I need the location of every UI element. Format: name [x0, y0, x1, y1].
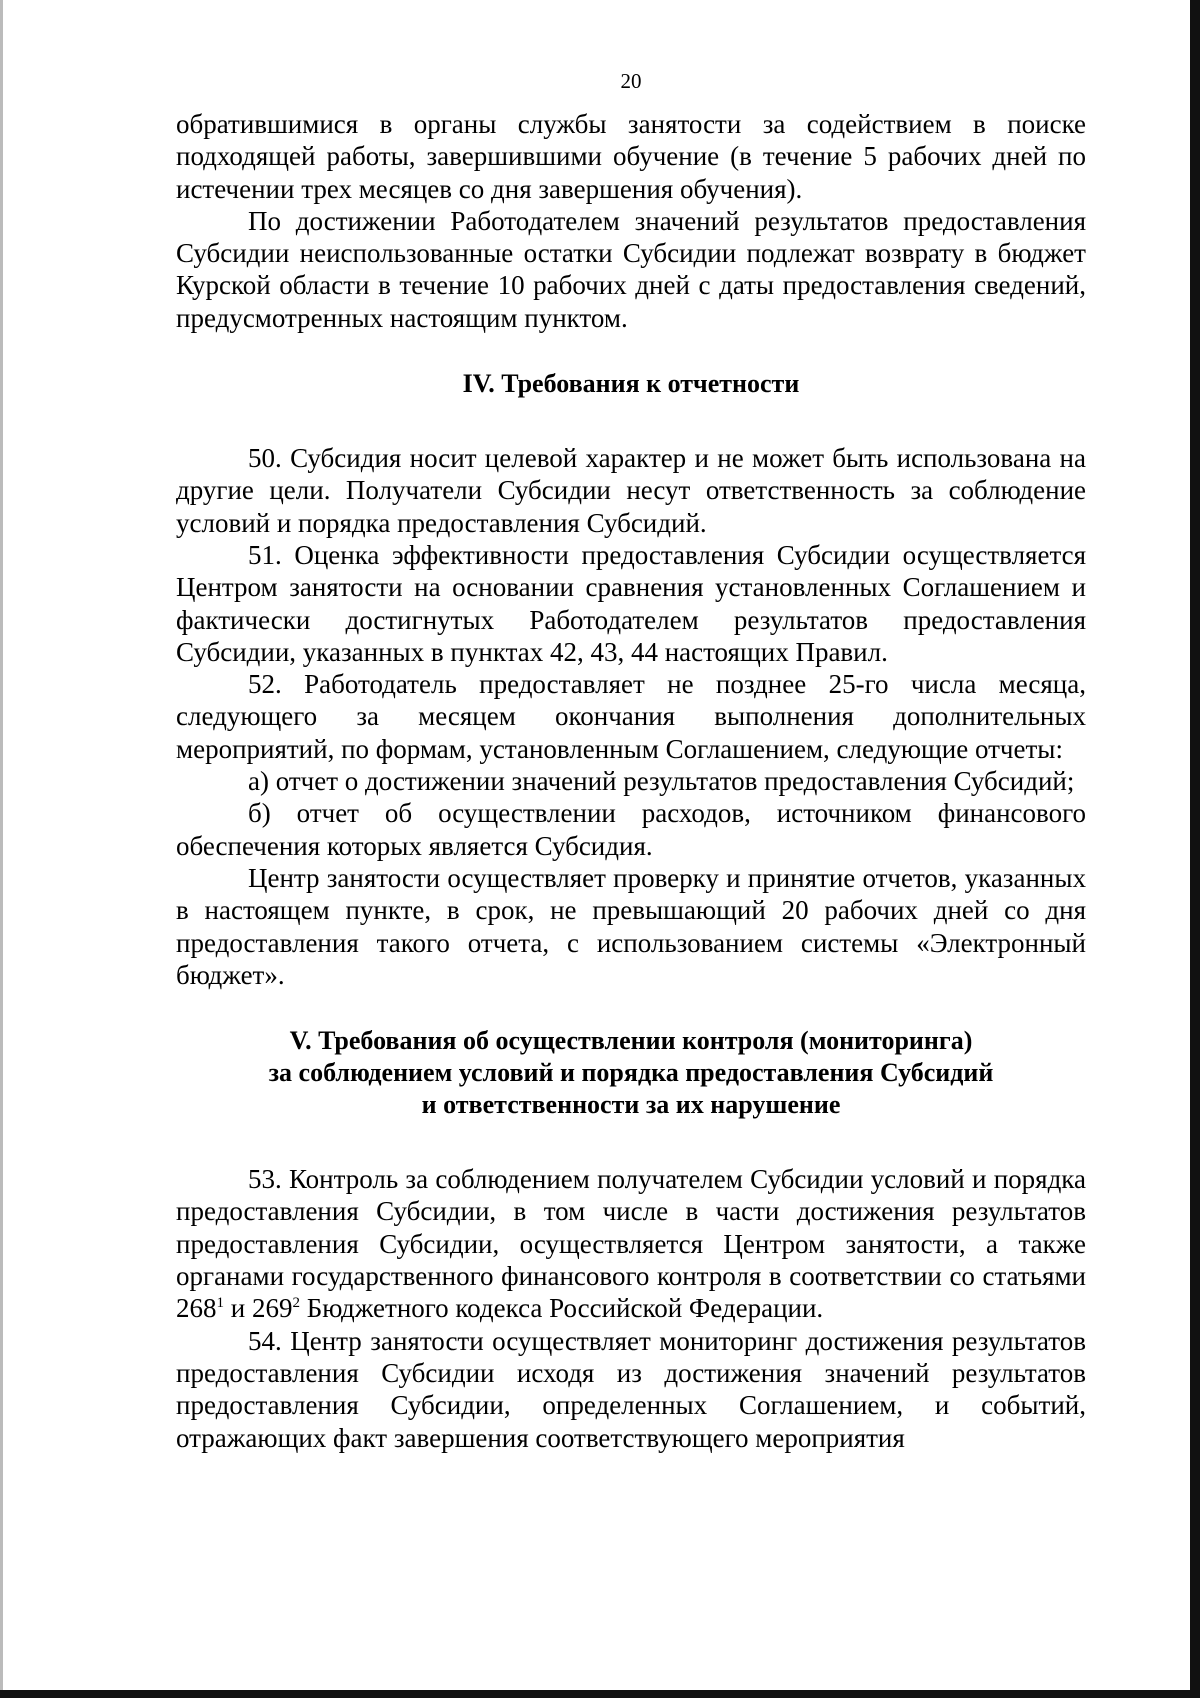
paragraph-report-check: Центр занятости осуществляет проверку и принятие отчетов, указанных в настоящем пункте, в срок, не превышающий 20 рабочих дней со дня предоставления такого отчета, с использованием системы «Электронный бюджет».: [176, 862, 1086, 990]
paragraph-52-a: а) отчет о достижении значений результатов предоставления Субсидий;: [248, 766, 1075, 797]
section-heading-v-line-2: за соблюдением условий и порядка предоставления Субсидий: [268, 1058, 994, 1088]
paragraph-50: 50. Субсидия носит целевой характер и не может быть использована на другие цели. Получатели Субсидии несут ответственность за соблюдение условий и порядка предоставления Субсидий.: [176, 443, 1086, 538]
paragraph-51: 51. Оценка эффективности предоставления Субсидии осуществляется Центром занятости на основании сравнения установленных Соглашением и фактически достигнутых Работодателем результатов предоставления Субсидии, указанных в пунктах 42, 43, 44 настоящих Правил.: [176, 539, 1086, 667]
section-heading-v-line-1: V. Требования об осуществлении контроля (мониторинга): [289, 1026, 973, 1056]
superscript-2: 2: [292, 1295, 300, 1312]
section-heading-v: [176, 1025, 1086, 1121]
superscript-1: 1: [216, 1295, 224, 1312]
paragraph-53: [176, 1163, 1086, 1324]
scan-edge-left: [0, 0, 3, 1698]
page-number: 20: [620, 69, 642, 93]
paragraph-52: 52. Работодатель предоставляет не позднее 25-го числа месяца, следующего за месяцем окончания выполнения дополнительных мероприятий, по формам, установленным Соглашением, следующие отчеты:: [176, 669, 1086, 764]
section-heading-v-line-3: и ответственности за их нарушение: [421, 1090, 841, 1120]
paragraph-unused-balance: По достижении Работодателем значений результатов предоставления Субсидии неиспользованные остатки Субсидии подлежат возврату в бюджет Курской области в течение 10 рабочих дней с даты предоставления сведений, предусмотренных настоящим пунктом.: [176, 205, 1086, 333]
paragraph-53-part-2: и 269: [224, 1293, 293, 1324]
paragraph-53-part-3: Бюджетного кодекса Российской Федерации.: [299, 1293, 824, 1324]
paragraph-continued: обратившимися в органы службы занятости за содействием в поиске подходящей работы, завершившими обучение (в течение 5 рабочих дней по истечении трех месяцев со дня завершения обучения).: [176, 109, 1086, 204]
document-body: [176, 68, 1086, 1454]
paragraph-54: 54. Центр занятости осуществляет мониторинг достижения результатов предоставления Субсидии исходя из достижения значений результатов предоставления Субсидии, определенных Соглашением, и событий, отражающих факт завершения соответствующего мероприятия: [176, 1325, 1086, 1453]
section-heading-iv: IV. Требования к отчетности: [462, 369, 800, 399]
scan-edge-bottom: [0, 1690, 1200, 1698]
paragraph-53-part-1: 53. Контроль за соблюдением получателем Субсидии условий и порядка предоставления Субсидии, в том числе в части достижения результатов предоставления Субсидии, осуществляется Центром занятости, а также органами государственного финансового контроля в соответствии со статьями 268: [176, 1164, 1086, 1324]
scan-edge-right: [1190, 0, 1200, 1698]
paragraph-52-b: б) отчет об осуществлении расходов, источником финансового обеспечения которых является Субсидия.: [176, 798, 1086, 861]
